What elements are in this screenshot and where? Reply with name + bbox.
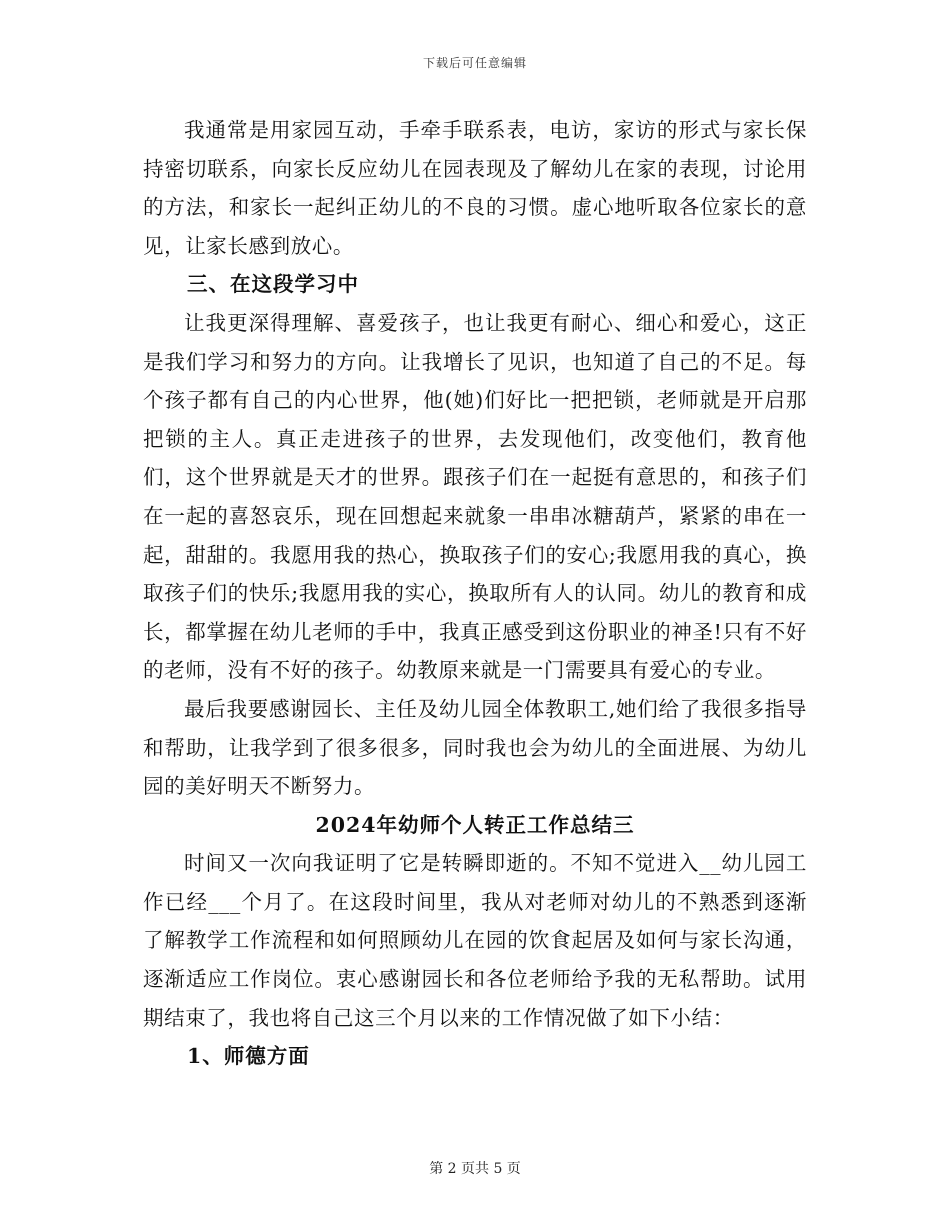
paragraph-home-contact: 我通常是用家园互动，手牵手联系表，电访，家访的形式与家长保持密切联系，向家长反应幼儿在园表现及了解幼儿在家的表现，讨论用的方法，和家长一起纠正幼儿的不良的习惯。虚心地听取各位家长的意见，让家长感到放心。 [143, 118, 807, 258]
paragraph-learning-reflection: 让我更深得理解、喜爱孩子，也让我更有耐心、细心和爱心，这正是我们学习和努力的方向。让我增长了见识，也知道了自己的不足。每个孩子都有自己的内心世界，他(她)们好比一把把锁，老师就是开启那把锁的主人。真正走进孩子的世界，去发现他们，改变他们，教育他们，这个世界就是天才的世界。跟孩子们在一起挺有意思的，和孩子们在一起的喜怒哀乐，现在回想起来就象一串串冰糖葫芦，紧紧的串在一起，甜甜的。我愿用我的热心，换取孩子们的安心;我愿用我的真心，换取孩子们的快乐;我愿用我的实心，换取所有人的认同。幼儿的教育和成长，都掌握在幼儿老师的手中，我真正感受到这份职业的神圣!只有不好的老师，没有不好的孩子。幼教原来就是一门需要具有爱心的专业。 [143, 310, 807, 683]
document-body [143, 111, 807, 1076]
paragraph-thanks: 最后我要感谢园长、主任及幼儿园全体教职工,她们给了我很多指导和帮助，让我学到了很多很多，同时我也会为幼儿的全面进展、为幼儿园的美好明天不断努力。 [143, 696, 807, 799]
page-footer: 第 2 页共 5 页 [429, 1161, 521, 1177]
document-title: 2024年幼师个人转正工作总结三 [315, 812, 635, 837]
page-header: 下载后可任意编辑 [422, 56, 527, 70]
paragraph-intro: 时间又一次向我证明了它是转瞬即逝的。不知不觉进入__幼儿园工作已经___个月了。在这段时间里，我从对老师对幼儿的不熟悉到逐渐了解教学工作流程和如何照顾幼儿在园的饮食起居及如何与家长沟通，逐渐适应工作岗位。衷心感谢园长和各位老师给予我的无私帮助。试用期结束了，我也将自己这三个月以来的工作情况做了如下小结： [143, 851, 807, 1030]
section-heading-learning: 三、在这段学习中 [187, 272, 359, 297]
section-heading-ethics: 1、师德方面 [187, 1044, 310, 1069]
